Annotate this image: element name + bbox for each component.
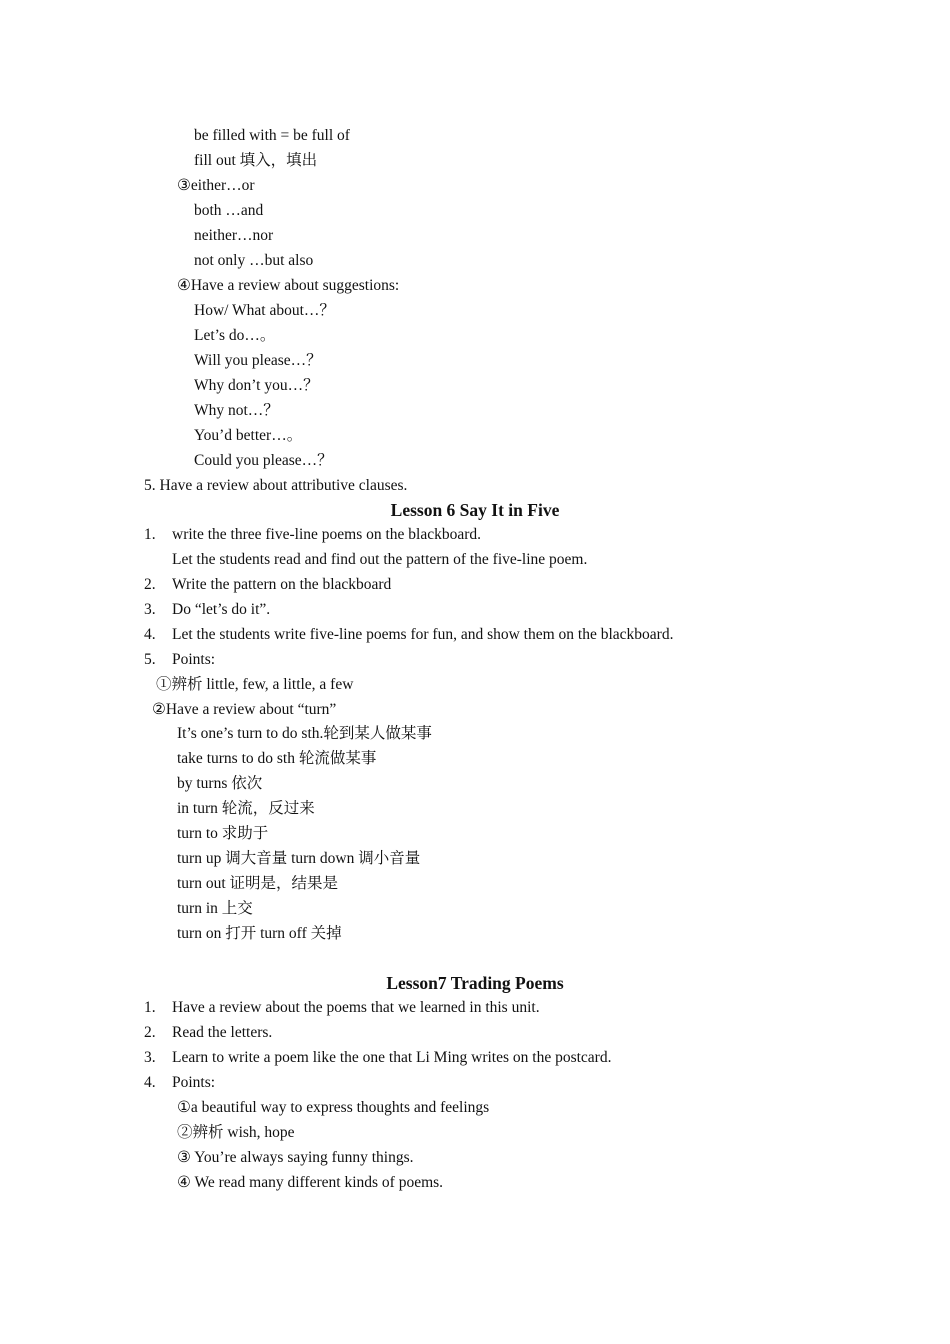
item-number: 2. — [144, 1024, 156, 1041]
lesson-6-title: Lesson 6 Say It in Five — [390, 500, 560, 520]
text-line: Could you please…？ — [194, 452, 333, 469]
item-text: Let the students write five-line poems for fun, and show them on the blackboard. — [172, 626, 674, 643]
turn-line: turn up 调大音量 turn down 调小音量 — [177, 850, 421, 867]
text-line: How/ What about…？ — [194, 302, 335, 319]
text-line: Why not…？ — [194, 402, 279, 419]
item-text: Learn to write a poem like the one that Li Ming writes on the postcard. — [172, 1049, 612, 1066]
turn-line: turn out 证明是，结果是 — [177, 875, 339, 892]
point-heading: ③either…or — [177, 177, 255, 194]
item-text: write the three five-line poems on the blackboard. — [172, 526, 482, 543]
point-line: ③ You’re always saying funny things. — [177, 1149, 414, 1166]
item-number: 3. — [144, 601, 156, 618]
text-line: fill out 填入，填出 — [194, 152, 318, 169]
item-text: Points: — [172, 1074, 216, 1091]
item-text: Let the students read and find out the pattern of the five-line poem. — [172, 551, 588, 568]
point-line: ②辨析 wish, hope — [177, 1124, 295, 1141]
point-heading: ②Have a review about “turn” — [152, 701, 337, 718]
text-line: not only …but also — [194, 252, 314, 269]
lesson-7-title: Lesson7 Trading Poems — [386, 973, 564, 993]
turn-line: It’s one’s turn to do sth.轮到某人做某事 — [177, 725, 432, 742]
turn-line: in turn 轮流，反过来 — [177, 800, 315, 817]
text-line: be filled with = be full of — [194, 127, 350, 144]
item-number: 3. — [144, 1049, 156, 1066]
turn-line: turn on 打开 turn off 关掉 — [177, 925, 342, 942]
text-line: neither…nor — [194, 227, 274, 244]
item-text: Have a review about the poems that we learned in this unit. — [172, 999, 540, 1016]
text-line: Why don’t you…？ — [194, 377, 319, 394]
item-number: 5. — [144, 651, 156, 668]
point-heading: ①辨析 little, few, a little, a few — [156, 676, 354, 693]
numbered-item: 5. Have a review about attributive clauses. — [144, 477, 408, 494]
item-number: 1. — [144, 526, 156, 543]
point-heading: ④Have a review about suggestions: — [177, 277, 400, 294]
item-text: Do “let’s do it”. — [172, 601, 271, 618]
item-number: 4. — [144, 1074, 156, 1091]
item-number: 1. — [144, 999, 156, 1016]
turn-line: take turns to do sth 轮流做某事 — [177, 750, 377, 767]
text-line: Will you please…？ — [194, 352, 322, 369]
text-line: Let’s do…。 — [194, 327, 276, 344]
turn-line: turn to 求助于 — [177, 825, 269, 842]
point-line: ④ We read many different kinds of poems. — [177, 1174, 444, 1191]
text-line: both …and — [194, 202, 264, 219]
text-line: You’d better…。 — [194, 427, 303, 444]
item-text: Points: — [172, 651, 216, 668]
item-text: Write the pattern on the blackboard — [172, 576, 392, 593]
item-number: 4. — [144, 626, 156, 643]
point-line: ①a beautiful way to express thoughts and feelings — [177, 1099, 490, 1116]
turn-line: by turns 依次 — [177, 775, 263, 792]
item-number: 2. — [144, 576, 156, 593]
turn-line: turn in 上交 — [177, 900, 253, 917]
item-text: Read the letters. — [172, 1024, 273, 1041]
